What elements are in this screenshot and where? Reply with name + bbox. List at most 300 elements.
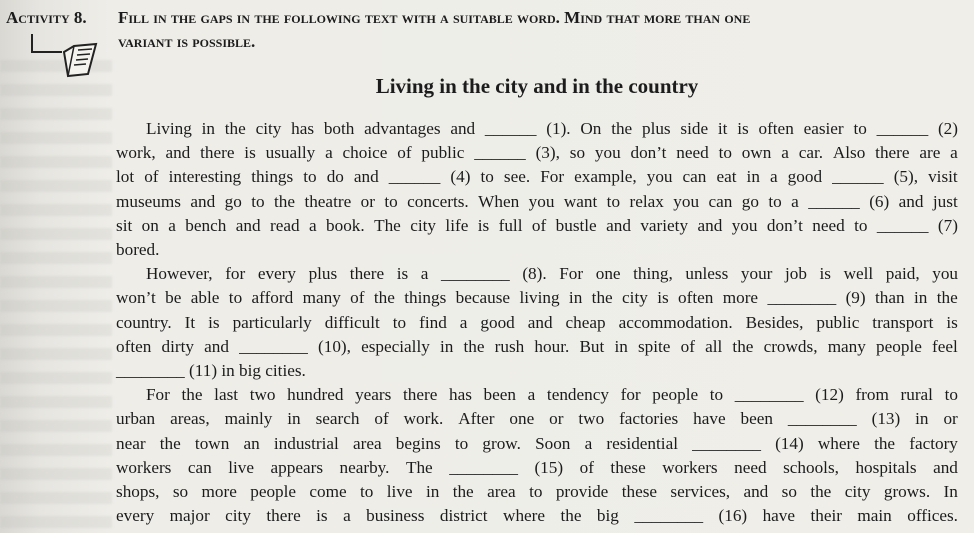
text-line [116,383,958,407]
word: so [172,482,189,502]
word: hour. [534,336,570,356]
word: so [781,482,797,502]
word: the [181,385,203,405]
word: living [519,288,560,308]
word: in [201,119,215,138]
word: has [448,385,472,405]
word: example, [574,167,637,187]
word: concerts. [407,191,469,211]
word: need [812,215,845,235]
word: ______ [808,191,860,211]
word: and [606,215,631,235]
word: city [410,215,437,235]
word: people [652,385,699,405]
word: For [559,264,584,284]
word: On [580,119,602,138]
word: and [353,167,379,187]
word: (16) [718,506,748,526]
word: and [527,312,553,332]
word: of [350,288,365,308]
word: But [579,336,605,356]
word: live [386,482,413,502]
word: and [235,215,261,235]
word: go [741,191,759,211]
gap-fill-text [116,117,958,528]
word: accommodation. [618,312,733,332]
word: well [843,264,874,284]
word: two [249,385,276,405]
word: need [676,143,709,163]
word: choice [342,143,388,163]
word: ________ [692,433,761,453]
word: the [373,288,395,308]
word: there [200,143,235,163]
word: you [646,167,673,187]
word: is [477,215,490,235]
word: work, [116,143,156,163]
word: the [224,119,246,138]
word: the [732,336,754,356]
word: or [943,409,958,429]
word: have [762,506,796,526]
word: more [201,482,237,502]
word: don’t [766,215,803,235]
word: their [810,506,842,526]
word: big [596,506,619,526]
word: area [352,433,382,453]
word: things [251,167,294,187]
text-line: ________ (11) in big cities. [116,361,306,381]
word: difficult [324,312,380,332]
word: thing, [633,264,673,284]
word: is [244,143,256,163]
word: ________ [734,385,804,405]
word: on [141,215,159,235]
word: advantages [364,119,441,138]
word: is [396,264,409,284]
word: city [225,506,251,526]
word: ______ [832,167,884,187]
word: bench [185,215,227,235]
word: (14) [775,433,804,453]
word: to [228,288,243,308]
word: areas, [170,409,210,429]
word: theatre [304,191,352,211]
word: both [323,119,355,138]
word: do [326,167,344,187]
word: to [606,191,621,211]
word: and [743,482,769,502]
word: in [568,288,583,308]
word: in [287,409,301,429]
text-line [116,407,958,431]
word: you [731,215,758,235]
word: district [439,506,488,526]
word: to [392,312,407,332]
word: and [450,119,476,138]
word: these [621,482,658,502]
word: public [421,143,465,163]
word: you [673,191,700,211]
word: (12) [815,385,844,405]
word: a [791,191,799,211]
text-line [116,262,958,286]
word: (1). [546,119,571,138]
word: every [116,506,155,526]
word: or [549,409,564,429]
word: to [944,385,958,405]
word: able [190,288,220,308]
word: urban [116,409,156,429]
word: own [741,143,772,163]
word: full [498,215,523,235]
word: a [769,167,778,187]
word: been [740,409,773,429]
word: from [855,385,889,405]
word: grows. [883,482,931,502]
word: and [190,191,216,211]
word: plus [641,119,671,138]
word: a [527,385,536,405]
text-line [116,504,958,528]
text-line: bored. [116,240,160,260]
word: (8). [522,264,547,284]
word: relax [629,191,664,211]
word: main [857,506,892,526]
word: In [943,482,958,502]
word: business [366,506,425,526]
word: good [787,167,823,187]
word: After [458,409,495,429]
word: than [875,288,905,308]
word: an [243,433,260,453]
word: the [611,119,633,138]
word: the [874,433,896,453]
word: more [722,288,759,308]
word: feel [932,336,958,356]
word: workers [116,457,172,477]
word: area [487,482,516,502]
word: near [116,433,146,453]
word: there [266,506,301,526]
word: many [827,336,866,356]
word: need [734,457,767,477]
word: can [682,167,707,187]
word: eat [716,167,737,187]
text-line [116,141,958,165]
word: a [781,143,789,163]
text-line [116,335,958,359]
word: mainly [224,409,273,429]
word: is [208,312,220,332]
text-line [116,456,958,480]
word: and [898,191,924,211]
word: a [420,264,429,284]
word: (6) [869,191,890,211]
word: many [302,288,341,308]
word: a [584,433,593,453]
word: have [693,409,726,429]
word: of [144,167,159,187]
word: to [718,143,732,163]
word: good [480,312,515,332]
word: When [478,191,520,211]
word: so [569,143,586,163]
word: crowds, [763,336,818,356]
word: find [419,312,447,332]
word: to [303,167,317,187]
word: people [876,336,922,356]
word: (3), [535,143,560,163]
word: in [746,167,760,187]
word: or [360,191,375,211]
open-book-icon [26,34,106,78]
word: is [737,119,749,138]
word: For [146,385,170,405]
word: to [360,482,374,502]
word: side [680,119,709,138]
word: Besides, [745,312,804,332]
word: go [224,191,242,211]
word: your [740,264,773,284]
word: two [578,409,605,429]
word: of [397,143,412,163]
word: city [622,288,648,308]
word: a [459,312,468,332]
word: public [816,312,860,332]
word: because [455,288,511,308]
word: there [349,264,385,284]
word: especially [361,336,430,356]
word: a [308,215,317,235]
word: visit [928,167,958,187]
word: ________ [767,288,837,308]
word: to [709,385,724,405]
word: won’t [116,288,156,308]
word: in [913,288,928,308]
word: you [594,143,621,163]
word: to [854,215,868,235]
word: can [187,457,212,477]
word: for [225,264,246,284]
word: a [325,143,333,163]
word: to [529,482,543,502]
word: ______ [876,215,929,235]
word: ______ [484,119,537,138]
word: to [384,191,398,211]
text-line [116,480,958,504]
word: (9) [845,288,866,308]
word: often [116,336,152,356]
text-line [116,214,958,238]
word: major [169,506,210,526]
word: schools, [783,457,839,477]
word: paid, [885,264,920,284]
word: one [509,409,535,429]
word: (2) [937,119,958,138]
word: the [463,336,485,356]
word: the [936,288,958,308]
word: last [214,385,239,405]
word: interesting [168,167,242,187]
word: see. [503,167,531,187]
word: sit [116,215,133,235]
word: and [933,457,958,477]
word: to [853,119,867,138]
word: want [563,191,598,211]
word: the [274,191,296,211]
word: ________ [787,409,857,429]
word: begins [395,433,441,453]
word: is [657,288,669,308]
word: is [316,506,328,526]
word: factories [619,409,679,429]
word: life [445,215,469,235]
word: cheap [565,312,606,332]
word: grow. [482,433,521,453]
word: Living [146,119,192,138]
word: people [250,482,297,502]
word: of [531,215,547,235]
word: The [374,215,401,235]
word: often [678,288,714,308]
word: you [932,264,958,284]
word: town [194,433,230,453]
bleed-through-text [0,60,112,533]
word: job [784,264,807,284]
word: ________ [449,457,518,477]
word: ________ [634,506,704,526]
word: is [819,264,831,284]
word: ______ [474,143,526,163]
word: ________ [441,264,510,284]
word: is [946,312,958,332]
word: factory [909,433,958,453]
word: ________ [239,336,308,356]
word: car. [798,143,824,163]
word: of [680,336,695,356]
word: offices. [907,506,958,526]
text-line [116,432,958,456]
word: there [402,385,438,405]
word: work. [403,409,444,429]
text-line [116,311,958,335]
word: industrial [273,433,339,453]
word: every [257,264,296,284]
word: there [875,143,910,163]
word: (15) [534,457,564,477]
word: lot [116,167,135,187]
word: and [697,215,723,235]
word: (4) [450,167,471,187]
word: are [919,143,941,163]
word: Soon [535,433,571,453]
word: don’t [630,143,667,163]
word: dirty [161,336,194,356]
word: the [159,433,181,453]
word: all [705,336,723,356]
word: ______ [388,167,441,187]
word: afford [251,288,294,308]
word: However, [146,264,213,284]
word: transport [872,312,934,332]
word: museums [116,191,181,211]
word: rural [900,385,933,405]
word: search [315,409,360,429]
word: of [579,457,594,477]
word: country. [116,312,172,332]
word: city [844,482,871,502]
word: city [255,119,282,138]
word: in [439,336,454,356]
word: spite [637,336,671,356]
word: where [503,506,546,526]
word: (7) [937,215,958,235]
word: workers [662,457,718,477]
word: been [483,385,516,405]
word: these [610,457,646,477]
word: particularly [232,312,312,332]
word: variety [640,215,689,235]
word: For [540,167,565,187]
word: a [950,143,958,163]
word: provide [555,482,609,502]
word: ______ [876,119,929,138]
word: for [620,385,641,405]
word: nearby. [339,457,390,477]
word: to [768,191,782,211]
word: just [932,191,958,211]
word: to [480,167,494,187]
text-line [116,190,958,214]
word: the [560,506,582,526]
word: hundred [287,385,344,405]
activity-instruction: Fill in the gaps in the following text with a suitable word. Mind that more than one [118,8,751,27]
word: be [165,288,182,308]
word: where [817,433,860,453]
word: in [614,336,628,356]
activity-heading [6,6,966,51]
word: years [355,385,392,405]
word: It [184,312,196,332]
word: in [425,482,440,502]
word: you [528,191,555,211]
word: to [251,191,265,211]
word: unless [685,264,729,284]
word: The [405,457,433,477]
word: residential [606,433,678,453]
text-line [116,286,958,310]
word: Also [832,143,866,163]
word: usually [265,143,316,163]
word: the [810,482,832,502]
word: rush [494,336,525,356]
word: easier [803,119,844,138]
word: (13) [871,409,901,429]
word: (10), [318,336,351,356]
word: services, [670,482,731,502]
word: has [291,119,315,138]
word: live [228,457,255,477]
word: (5), [893,167,919,187]
word: and [165,143,191,163]
word: the [591,288,613,308]
text-title: Living in the city and in the country [375,74,699,98]
word: tendency [546,385,609,405]
word: and [204,336,229,356]
word: shops, [116,482,160,502]
text-line [116,117,958,141]
